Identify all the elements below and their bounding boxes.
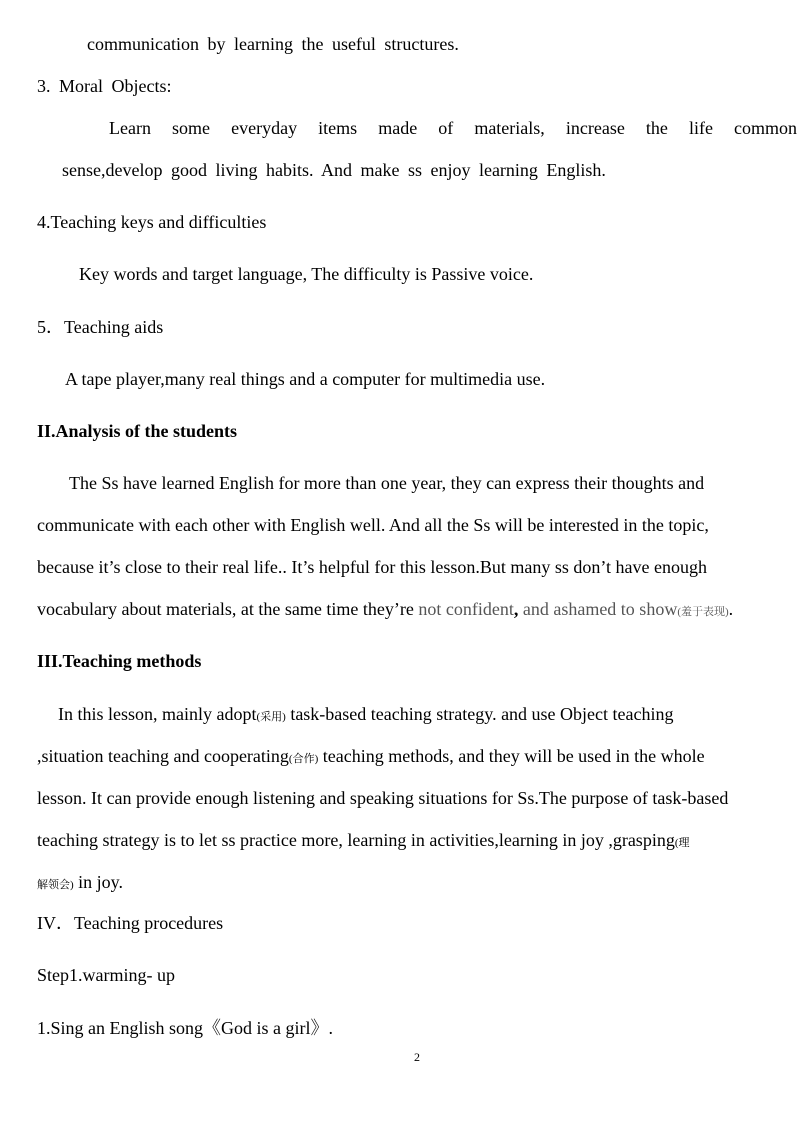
text: A tape player,many real things and a computer for multimedia use. [65, 369, 546, 389]
text: 5．Teaching aids [37, 317, 164, 337]
text: 3. Moral Objects: [37, 76, 172, 96]
chinese-gloss: (羞于表现) [677, 606, 729, 618]
text: III.Teaching methods [37, 651, 202, 671]
text: II.Analysis of the students [37, 421, 238, 441]
objective-line-1 [0, 33, 800, 55]
text: teaching strategy is to let ss practice more, learning in activities,learning in joy ,grasping [37, 830, 675, 850]
text: Key words and target language, The difficulty is Passive voice. [79, 264, 534, 284]
text: The Ss have learned English for more than one year, they can express their thoughts and [69, 473, 705, 493]
text: Step1.warming- up [37, 965, 175, 985]
text-not-confident: not confident [418, 599, 514, 619]
step1-item-1 [0, 1017, 800, 1039]
chinese-gloss: (理 [674, 837, 690, 849]
step1-heading [0, 964, 800, 986]
analysis-line-3 [0, 556, 800, 578]
chinese-gloss: (采用) [256, 711, 286, 723]
text: in joy. [73, 872, 124, 892]
analysis-heading [0, 420, 800, 442]
moral-objects-line-1 [109, 117, 797, 139]
text: lesson. It can provide enough listening and speaking situations for Ss.The purpose of task-based [37, 788, 729, 808]
text: task-based teaching strategy. and use Object teaching [285, 704, 674, 724]
methods-line-1 [0, 703, 800, 728]
moral-objects-line-2 [0, 159, 800, 181]
text: communication by learning the useful structures. [87, 34, 459, 54]
chinese-gloss: (合作) [288, 753, 319, 765]
analysis-line-2 [0, 514, 800, 536]
text: 4.Teaching keys and difficulties [37, 212, 267, 232]
text-ashamed: and ashamed to show [522, 599, 678, 619]
text-period: . [728, 599, 734, 619]
chinese-gloss: 解领会) [37, 879, 74, 891]
teaching-aids-heading [0, 316, 800, 338]
text: IV．Teaching procedures [37, 913, 224, 933]
moral-objects-heading [0, 75, 800, 97]
text-comma: , [513, 599, 523, 619]
text: because it’s close to their real life.. It’s helpful for this lesson.But many ss don’t have enough [37, 557, 708, 577]
methods-line-2 [0, 745, 800, 770]
text: In this lesson, mainly adopt [58, 704, 257, 724]
text: teaching methods, and they will be used in the whole [318, 746, 705, 766]
page-number: 2 [414, 1050, 420, 1064]
teaching-keys-text [0, 263, 800, 285]
text: sense,develop good living habits. And make ss enjoy learning English. [62, 160, 606, 180]
methods-line-4 [0, 829, 800, 854]
text: 1.Sing an English song《God is a girl》. [37, 1018, 333, 1038]
text: vocabulary about materials, at the same time they’re [37, 599, 419, 619]
analysis-line-4 [0, 598, 800, 623]
text: ,situation teaching and cooperating [37, 746, 289, 766]
methods-line-3 [0, 787, 800, 809]
procedures-heading [0, 912, 800, 934]
analysis-line-1 [0, 472, 800, 494]
teaching-keys-heading [0, 211, 800, 233]
text: Learn some everyday items made of materials, increase the life common [109, 118, 797, 138]
teaching-aids-text [0, 368, 800, 390]
methods-line-5 [0, 871, 800, 896]
text: communicate with each other with English well. And all the Ss will be interested in the topic, [37, 515, 709, 535]
methods-heading [0, 650, 800, 672]
